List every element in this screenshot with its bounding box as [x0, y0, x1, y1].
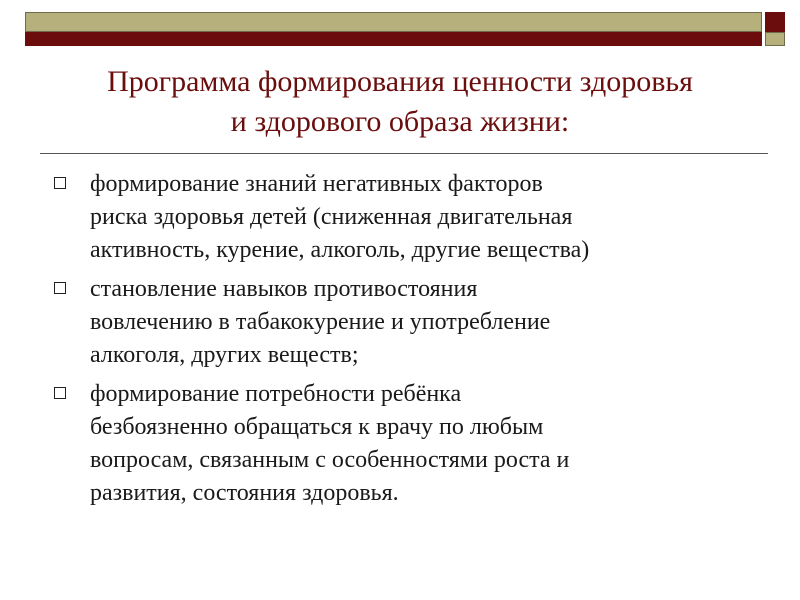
bullet-text-line: формирование потребности ребёнка: [90, 381, 462, 407]
slide-title-line: и здорового образа жизни:: [230, 105, 570, 138]
bullet-list: [54, 168, 754, 516]
bullet-text-line: алкоголя, других веществ;: [90, 342, 359, 368]
bullet-item: [54, 168, 754, 267]
square-bullet-icon: [54, 387, 66, 399]
header-corner-red-square: [765, 12, 785, 32]
bullet-item: [54, 273, 754, 372]
header-red-band: [25, 32, 762, 46]
bullet-text-line: вопросам, связанным с особенностями роста и: [90, 447, 570, 473]
slide-title: [40, 62, 760, 142]
square-bullet-icon: [54, 282, 66, 294]
bullet-text-line: развития, состояния здоровья.: [90, 480, 399, 506]
header-olive-band: [25, 12, 762, 32]
header-corner-olive-square: [765, 32, 785, 46]
bullet-text-line: безбоязненно обращаться к врачу по любым: [90, 414, 544, 440]
title-divider: [40, 153, 768, 154]
bullet-item: [54, 378, 754, 510]
bullet-text-line: становление навыков противостояния: [90, 276, 478, 302]
bullet-text-line: формирование знаний негативных факторов: [90, 171, 543, 197]
bullet-text-line: вовлечению в табакокурение и употребление: [90, 309, 551, 335]
bullet-text-line: активность, курение, алкоголь, другие вещества): [90, 237, 590, 263]
bullet-text-line: риска здоровья детей (сниженная двигательная: [90, 204, 573, 230]
slide-title-line: Программа формирования ценности здоровья: [107, 65, 693, 98]
square-bullet-icon: [54, 177, 66, 189]
